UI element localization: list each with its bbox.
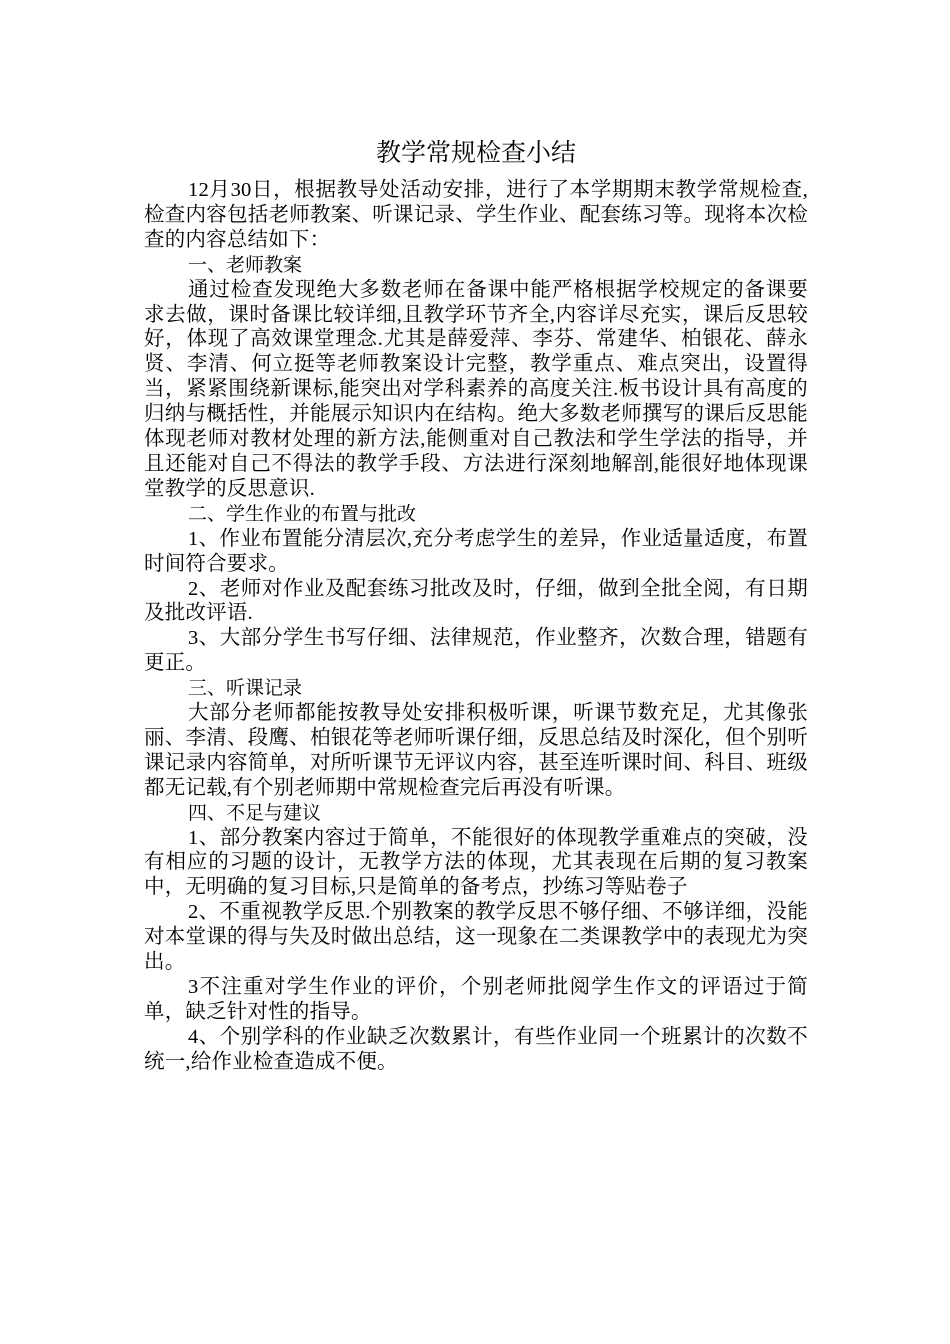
- section-heading: 四、不足与建议: [188, 801, 322, 824]
- section-lecture-records: [144, 676, 808, 801]
- section-paragraph: 2、不重视教学反思.个别教案的教学反思不够仔细、不够详细，没能对本堂课的得与失及时做出总结，这一现象在二类课教学中的表现尤为突出。: [144, 901, 808, 974]
- section-paragraph: 3不注重对学生作业的评价，个别老师批阅学生作文的评语过于简单，缺乏针对性的指导。: [144, 976, 808, 1023]
- document-body: [144, 128, 808, 1075]
- section-paragraph: 大部分老师都能按教导处安排积极听课，听课节数充足，尤其像张丽、李清、段鹰、柏银花等老师听课仔细，反思总结及时深化，但个别听课记录内容简单，对所听课节无评议内容，甚至连听课时间、科目、班级都无记载,有个别老师期中常规检查完后再没有听课。: [144, 702, 808, 799]
- section-paragraph: 3、大部分学生书写仔细、法律规范，作业整齐，次数合理，错题有更正。: [144, 627, 808, 675]
- section-paragraph: 2、老师对作业及配套练习批改及时，仔细，做到全批全阅，有日期及批改评语.: [144, 577, 808, 625]
- section-paragraph: 1、作业布置能分清层次,充分考虑学生的差异，作业适量适度，布置时间符合要求。: [144, 527, 808, 575]
- section-paragraph: 通过检查发现绝大多数老师在备课中能严格根据学校规定的备课要求去做，课时备课比较详细,且教学环节齐全,内容详尽充实，课后反思较好，体现了高效课堂理念.尤其是薛爱萍、李芬、常建华、柏银花、薛永贤、李清、何立挺等老师教案设计完整，教学重点、难点突出，设置得当，紧紧围绕新课标,能突出对学科素养的高度关注.板书设计具有高度的归纳与概括性，并能展示知识内在结构。绝大多数老师撰写的课后反思能体现老师对教材处理的新方法,能侧重对自己教法和学生学法的指导，并且还能对自己不得法的教学手段、方法进行深刻地解剖,能很好地体现课堂教学的反思意识.: [144, 278, 808, 500]
- section-heading: 二、学生作业的布置与批改: [188, 502, 417, 525]
- section-paragraph: 1、部分教案内容过于简单，不能很好的体现教学重难点的突破，没有相应的习题的设计，无教学方法的体现，尤其表现在后期的复习教案中，无明确的复习目标,只是简单的备考点，抄练习等贴卷子: [144, 826, 808, 899]
- section-shortcomings-suggestions: [144, 801, 808, 1075]
- section-paragraph: 4、个别学科的作业缺乏次数累计，有些作业同一个班累计的次数不统一,给作业检查造成不便。: [144, 1025, 808, 1073]
- intro-paragraph: 12月30日，根据教导处活动安排，进行了本学期期末教学常规检查,检查内容包括老师教案、听课记录、学生作业、配套练习等。现将本次检查的内容总结如下：: [144, 179, 808, 251]
- section-heading: 三、听课记录: [188, 677, 303, 700]
- section-heading: 一、老师教案: [188, 253, 303, 276]
- section-teacher-lesson-plans: [144, 253, 808, 502]
- section-student-homework: [144, 502, 808, 676]
- document-title: 教学常规检查小结: [375, 138, 576, 167]
